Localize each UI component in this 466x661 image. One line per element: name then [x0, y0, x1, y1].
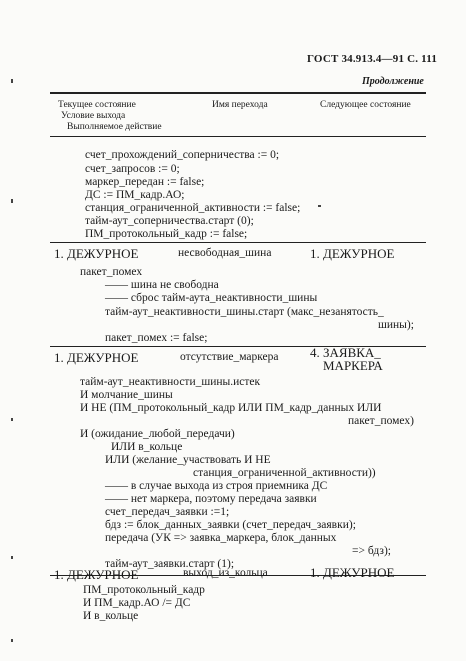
condition-line-cont: пакет_помех) — [348, 415, 414, 427]
condition-line: ИЛИ в_кольце — [111, 441, 183, 453]
head-col1-line1: Текущее состояние — [58, 100, 136, 110]
scan-mark — [11, 199, 13, 203]
scan-mark — [11, 79, 13, 83]
head-col1-line2: Условие выхода — [61, 111, 126, 121]
comment-line: —— в случае выхода из строя приемника ДС — [105, 480, 328, 492]
condition-line: И в_кольце — [83, 610, 139, 622]
condition-line: тайм-аут_неактивности_шины.истек — [80, 376, 261, 388]
action-line: тайм-аут_соперничества.старт (0); — [85, 215, 254, 227]
action-line: передача (УК => заявка_маркера, блок_данных — [105, 532, 337, 544]
section-rule — [50, 242, 426, 243]
action-line: станция_ограниченной_активности := false; — [85, 202, 301, 214]
action-line: счет_запросов := 0; — [85, 163, 180, 175]
condition-line: И молчание_шины — [80, 389, 173, 401]
next-state-line2: МАРКЕРА — [323, 358, 383, 373]
action-line: ДС := ПМ_кадр.АО; — [85, 189, 185, 201]
action-line: ПМ_протокольный_кадр := false; — [85, 228, 248, 240]
action-line-cont: => бдз); — [352, 545, 391, 557]
transition-name: выход_из_кольца — [183, 567, 268, 579]
condition-line: ПМ_протокольный_кадр — [83, 584, 205, 596]
action-line: бдз := блок_данных_заявки (счет_передач_заявки); — [105, 519, 356, 531]
condition-line: ИЛИ (желание_участвовать И НЕ — [105, 454, 271, 466]
condition-line-cont: станция_ограниченной_активности)) — [193, 467, 376, 479]
current-state: 1. ДЕЖУРНОЕ — [54, 246, 139, 261]
head-col1-line3: Выполняемое действие — [67, 122, 162, 132]
head-col3: Следующее состояние — [320, 100, 411, 110]
action-line: тайм-аут_неактивности_шины.старт (макс_незанятость_ — [105, 306, 384, 318]
head-col2: Имя перехода — [212, 100, 268, 110]
action-line: пакет_помех := false; — [105, 332, 208, 344]
transition-name: несвободная_шина — [178, 247, 272, 259]
continuation-label: Продолжение — [362, 76, 424, 87]
scan-mark — [11, 556, 13, 559]
scan-mark — [11, 639, 13, 642]
condition-line: И НЕ (ПМ_протокольный_кадр ИЛИ ПМ_кадр_данных ИЛИ — [80, 402, 382, 414]
standard-header: ГОСТ 34.913.4—91 С. 111 — [307, 53, 438, 65]
scan-mark — [11, 418, 13, 421]
comment-line: —— нет маркера, поэтому передача заявки — [105, 493, 317, 505]
current-state: 1. ДЕЖУРНОЕ — [54, 567, 139, 582]
action-line: тайм-аут_заявки.старт (1); — [105, 558, 235, 570]
next-state-line1: 4. ЗАЯВКА_ — [310, 345, 381, 360]
table-top-rule — [50, 92, 426, 94]
table-head-rule — [50, 136, 426, 137]
transition-name: отсутствие_маркера — [180, 351, 279, 363]
action-line: счет_передач_заявки :=1; — [105, 506, 230, 518]
comment-line: —— сброс тайм-аута_неактивности_шины — [105, 292, 318, 304]
action-line: счет_прохождений_соперничества := 0; — [85, 149, 280, 161]
condition-line: И ПМ_кадр.АО /= ДС — [83, 597, 191, 609]
next-state: 1. ДЕЖУРНОЕ — [310, 246, 395, 261]
current-state: 1. ДЕЖУРНОЕ — [54, 350, 139, 365]
action-line-cont: шины); — [378, 319, 414, 331]
condition-line: И (ожидание_любой_передачи) — [80, 428, 235, 440]
next-state: 1. ДЕЖУРНОЕ — [310, 565, 395, 580]
print-speck — [318, 205, 321, 207]
condition-line: пакет_помех — [80, 266, 143, 278]
action-line: маркер_передан := false; — [85, 176, 205, 188]
comment-line: —— шина не свободна — [105, 279, 219, 291]
